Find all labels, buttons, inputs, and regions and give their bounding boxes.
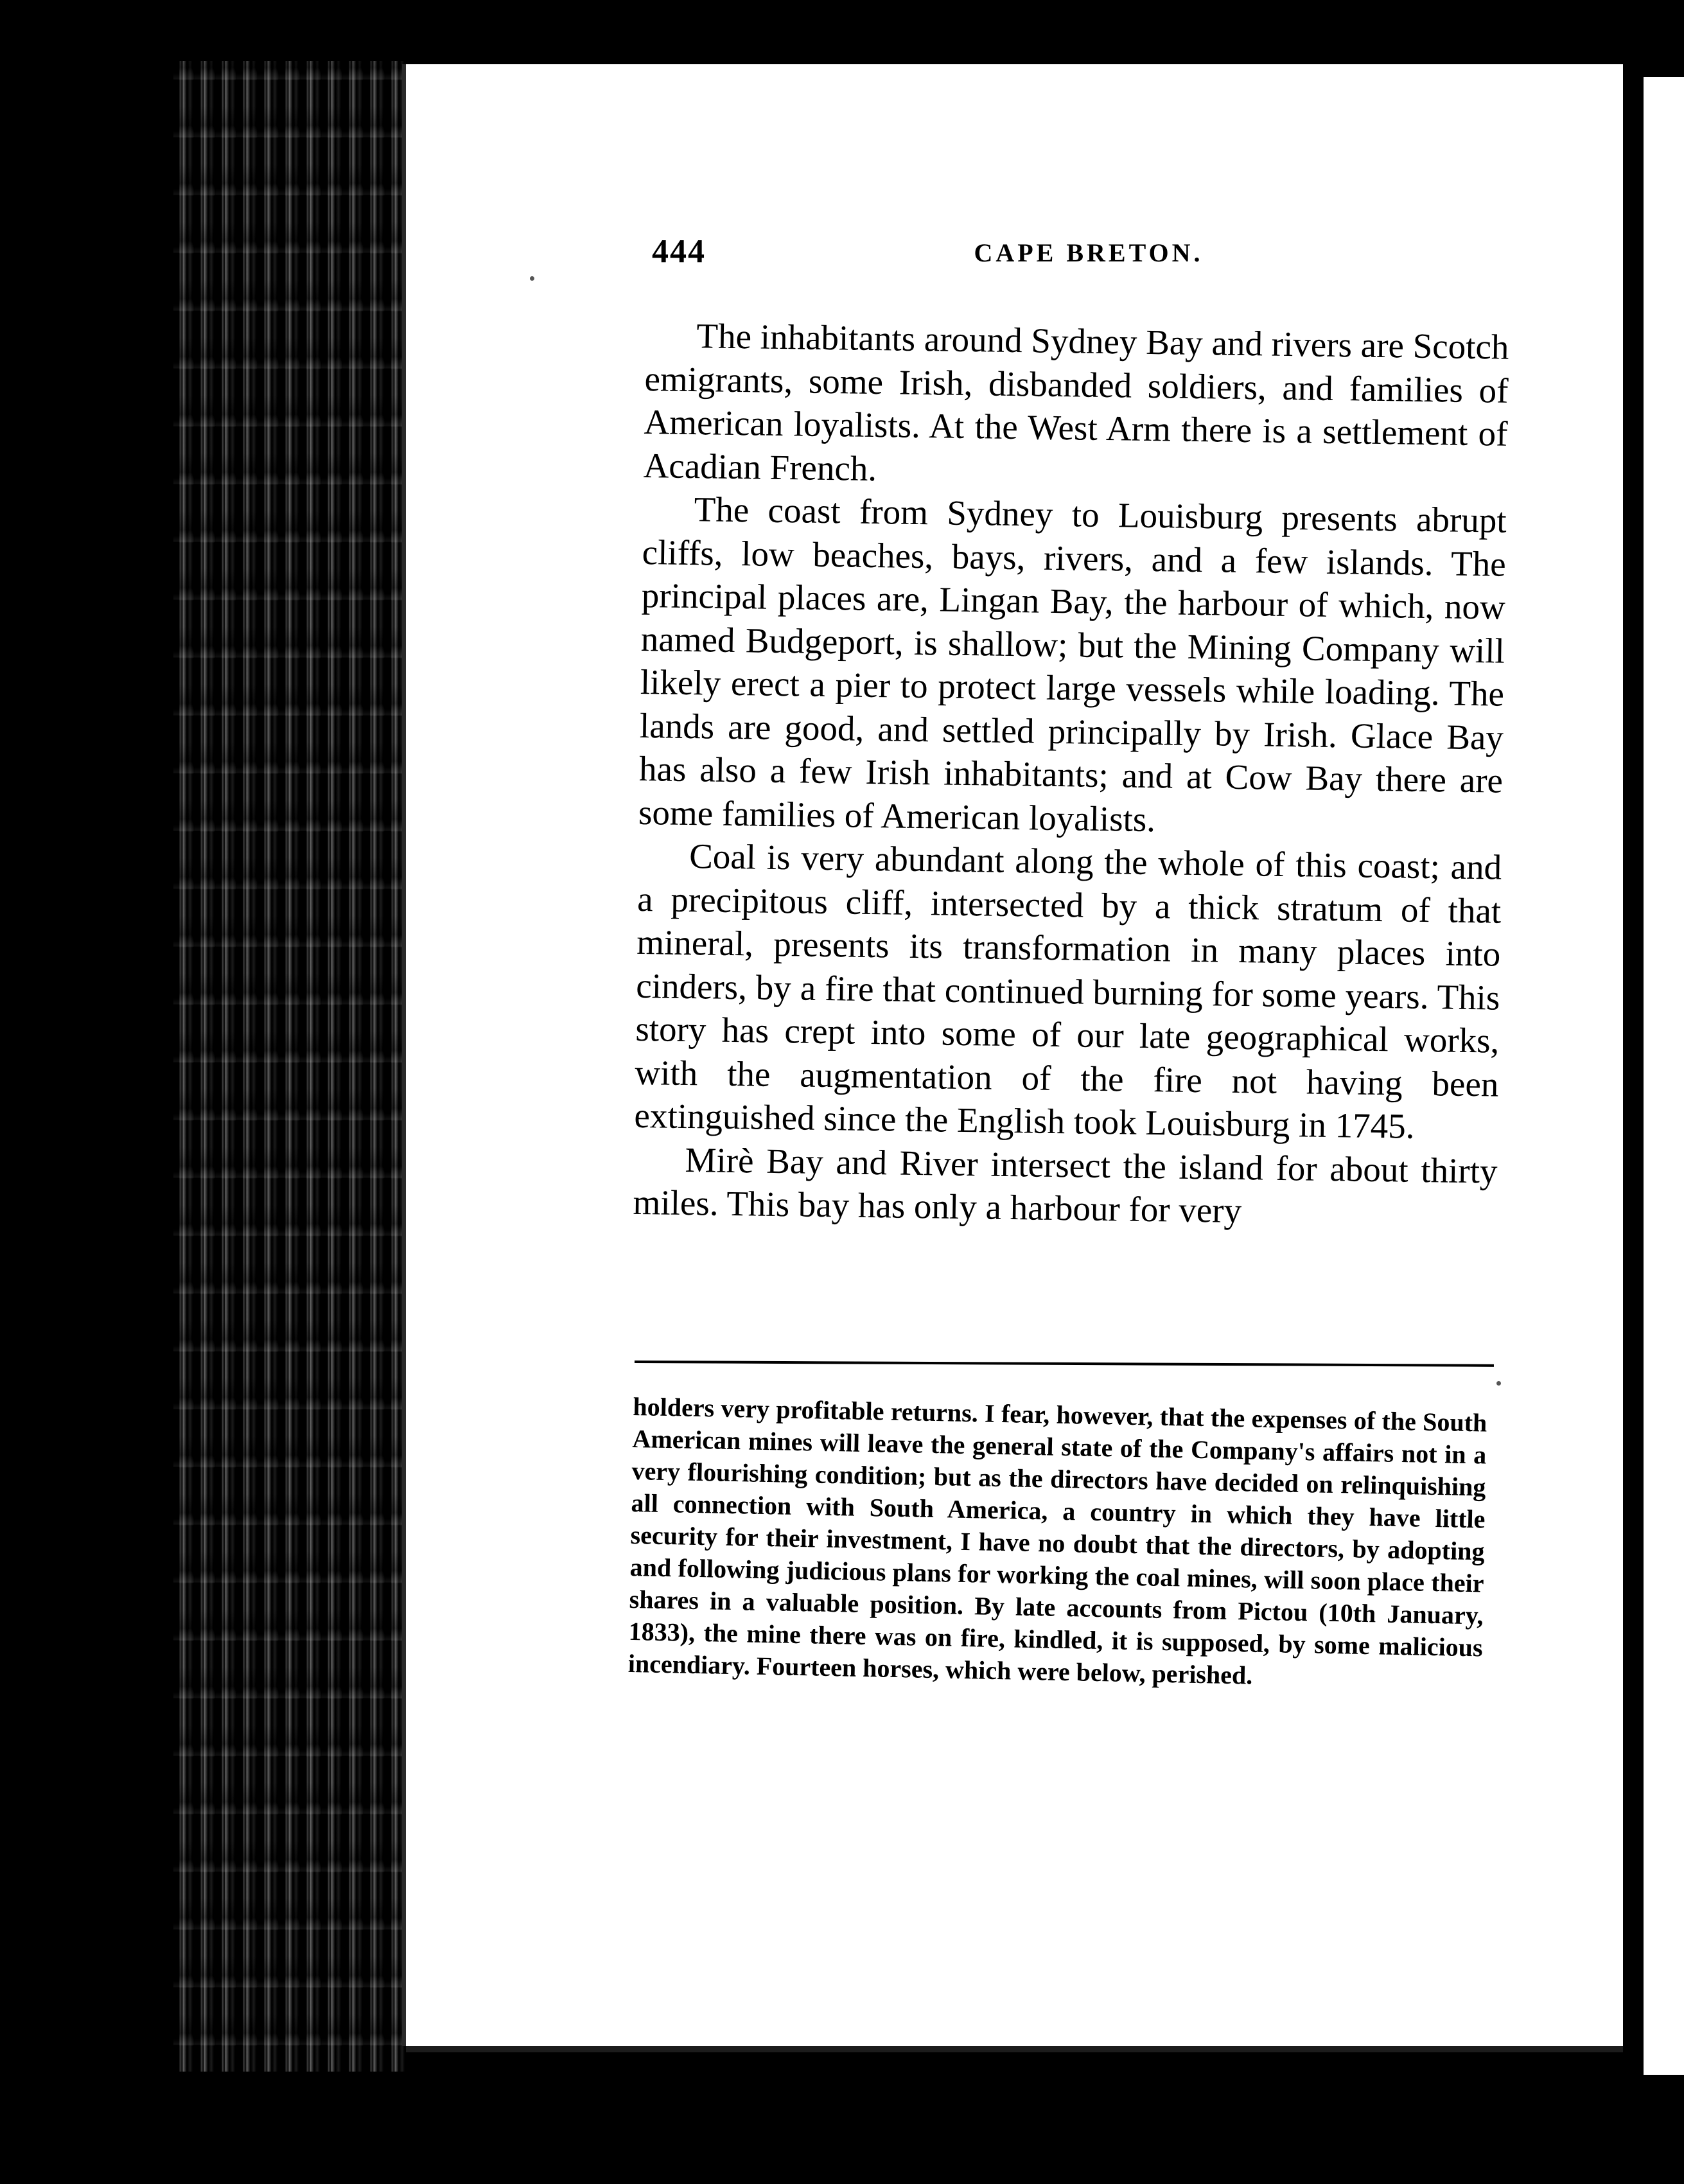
running-title: CAPE BRETON. xyxy=(974,238,1204,267)
paragraph: The coast from Sydney to Louisburg presents abrupt cliffs, low beaches, bays, rivers, and a few islands. The principal places are, Lingan Bay, the harbour of which, now named Budgeport, is shallow; but the Mining Company will likely erect a pier to protect large vessels while loading. The lands are good, and settled principally by Irish. Glace Bay has also a few Irish inhabitants; and at Cow Bay there are some families of American loyalists. xyxy=(638,489,1507,839)
page-header xyxy=(652,233,1525,277)
footnote xyxy=(627,1391,1487,1696)
book-page-edges xyxy=(173,61,405,2072)
page-number: 444 xyxy=(652,233,706,270)
paragraph: The inhabitants around Sydney Bay and rivers are Scotch emigrants, some Irish, disbanded soldiers, and families of American loyalists. At the West Arm there is a settlement of Acadian French. xyxy=(643,316,1509,488)
facing-page-edge xyxy=(1635,77,1684,2075)
paragraph: Coal is very abundant along the whole of this coast; and a precipitous cliff, intersected by a thick stratum of that mineral, presents its transformation in many places into cinders, by a fire that continued burning for some years. This story has crept into some of our late geographical works, with the augmentation of the fire not having been extinguished since the English took Louisburg in 1745. xyxy=(634,836,1502,1146)
scan-speck xyxy=(530,276,534,281)
footnote-text: holders very profitable returns. I fear, however, that the expenses of the South American mines will leave the general state of the Company's affairs not in a very flourishing condition; but as the directors have decided on relinquishing all connection with South America, a country in which they have little security for their investment, I have no doubt that the directors, by adopting and following judicious plans for working the coal mines, will soon place their shares in a valuable position. By late accounts from Pictou (10th January, 1833), the mine there was on fire, kindled, it is supposed, by some malicious incendiary. Fourteen horses, which were below, perished. xyxy=(627,1391,1487,1690)
scan-speck xyxy=(1496,1381,1501,1386)
paragraph: Mirè Bay and River intersect the island for about thirty miles. This bay has only a harbour for very xyxy=(633,1140,1498,1231)
main-text xyxy=(633,313,1509,1236)
